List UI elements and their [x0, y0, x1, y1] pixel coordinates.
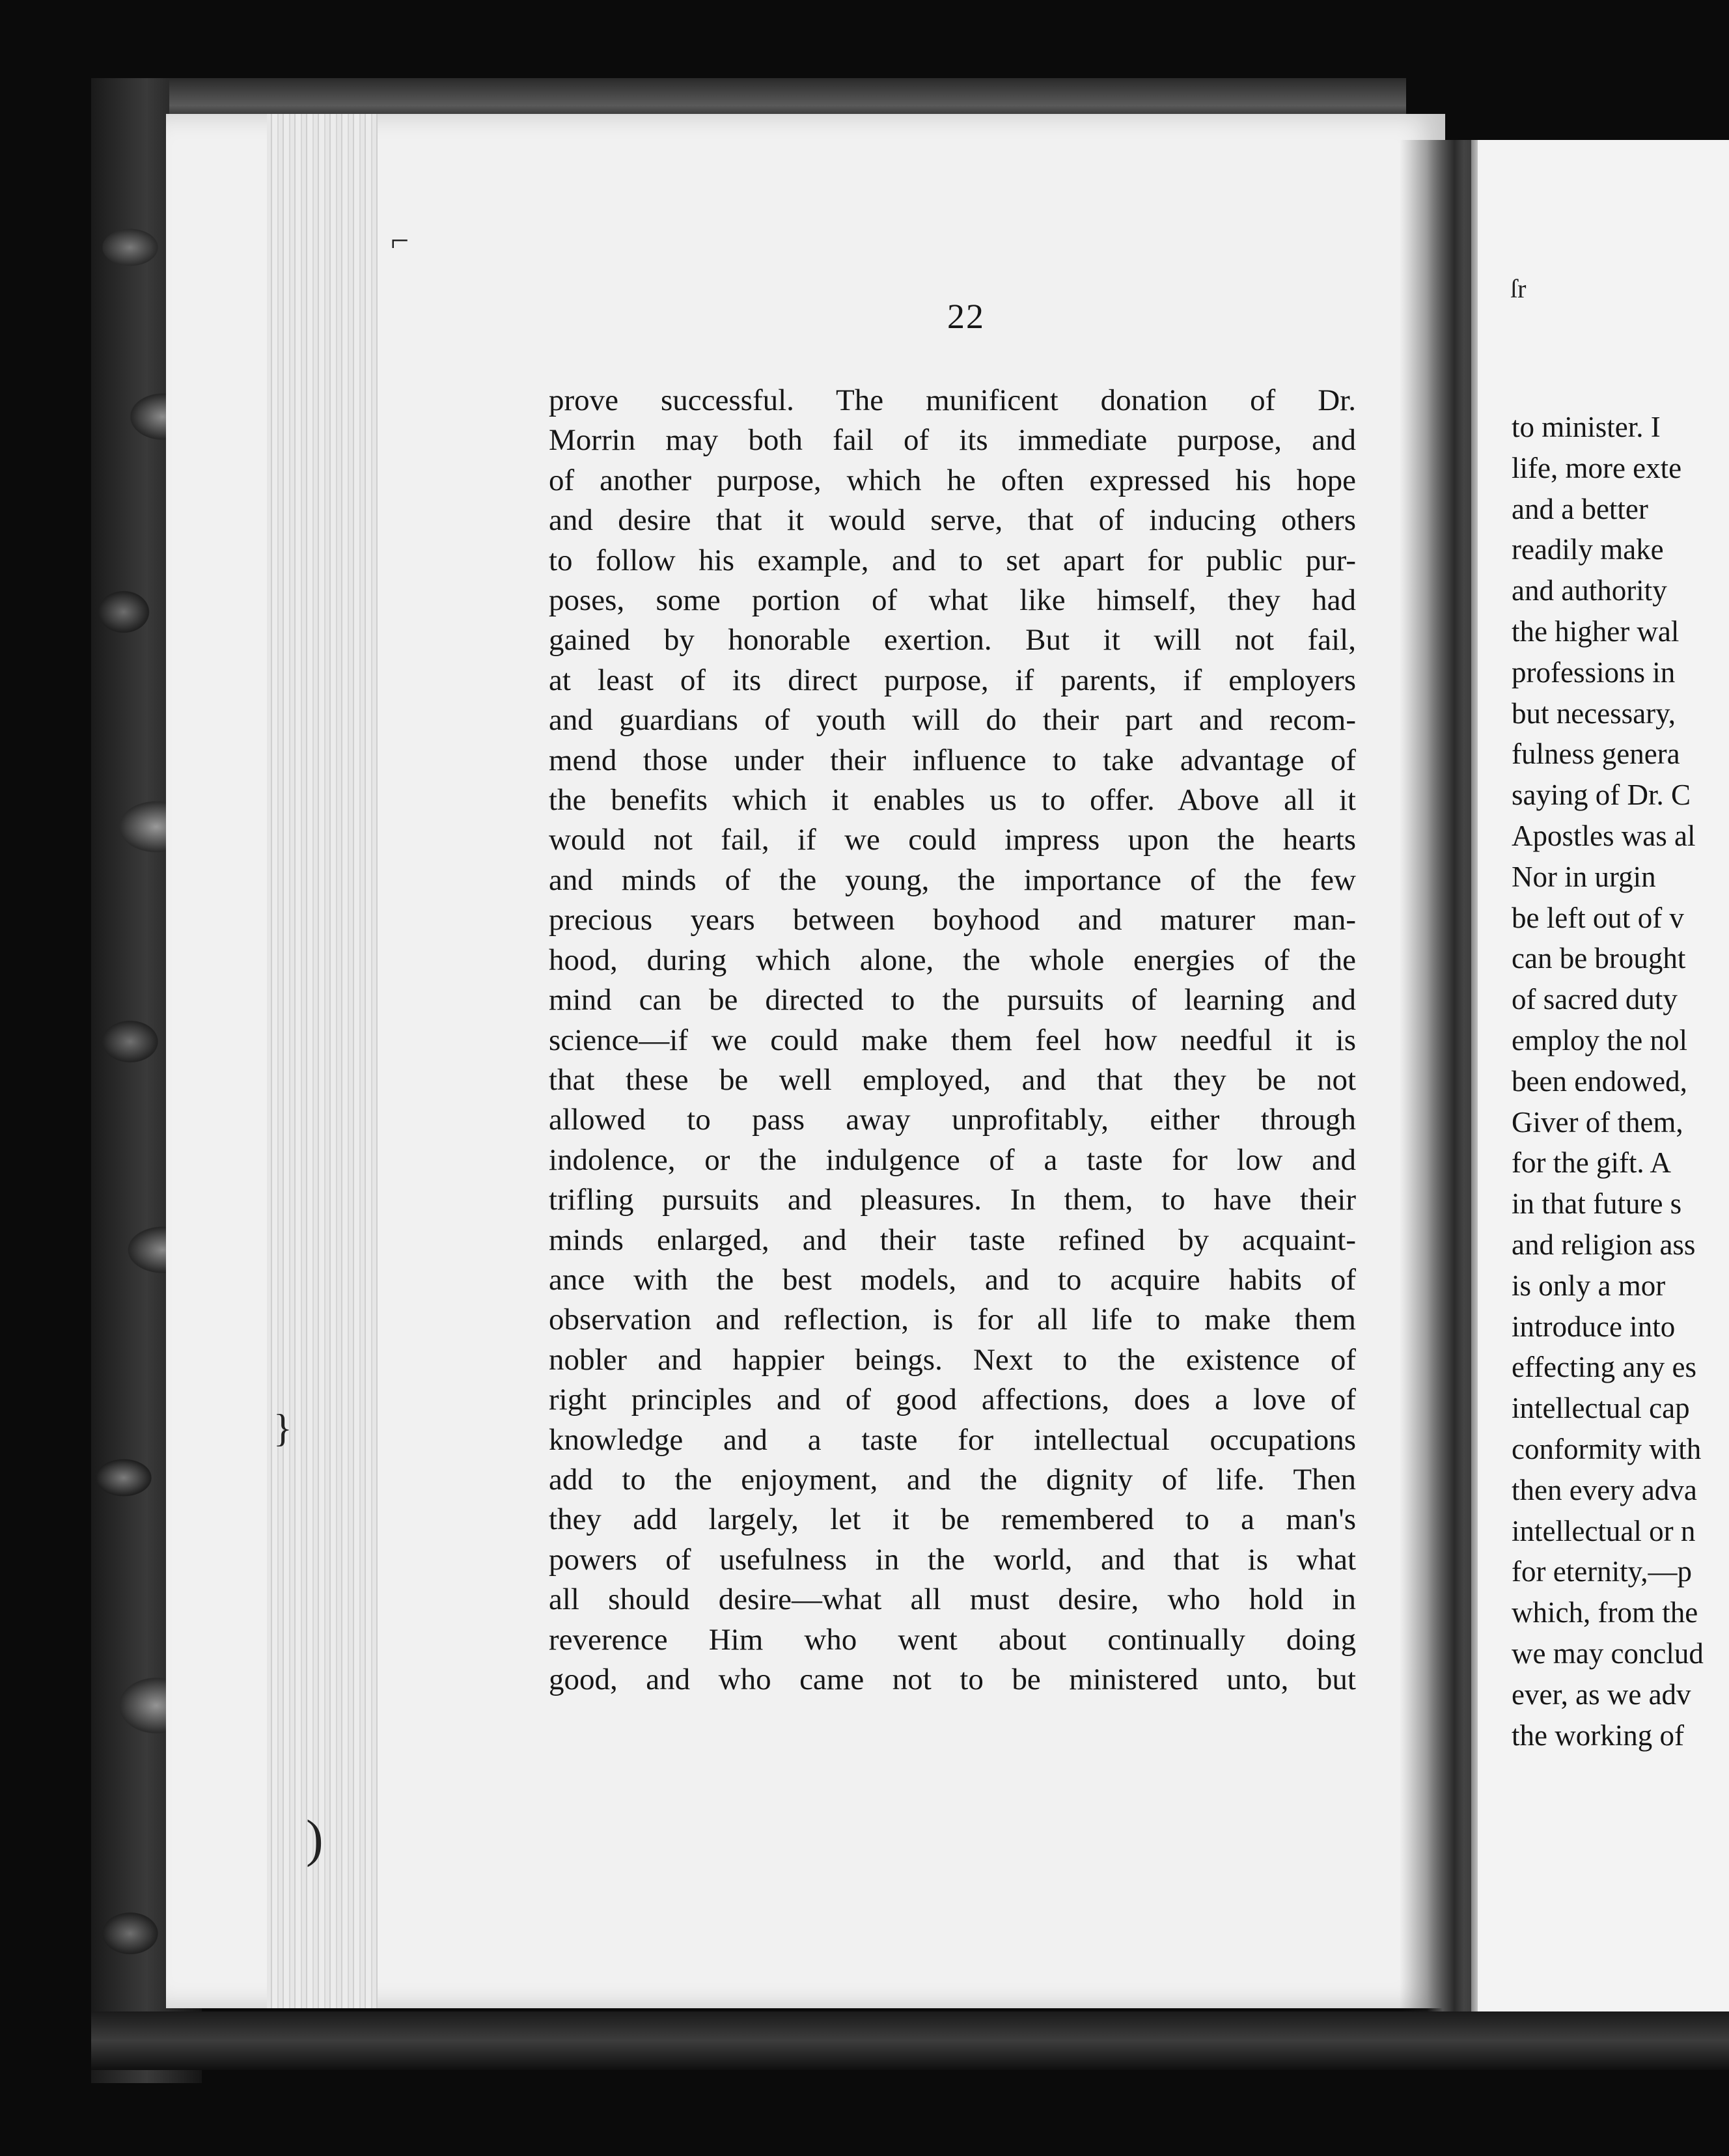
left-page-text [549, 381, 1356, 1700]
text-line: all should desire—what all must desire, who hold in [549, 1582, 1356, 1617]
text-line: the working of [1512, 1719, 1684, 1752]
text-line: hood, during which alone, the whole energies of the [549, 943, 1356, 977]
text-line: conformity with [1512, 1432, 1702, 1465]
text-line: been endowed, [1512, 1064, 1687, 1098]
text-line: we may conclud [1512, 1637, 1704, 1670]
text-line: knowledge and a taste for intellectual occupations [549, 1422, 1356, 1457]
text-line: ance with the best models, and to acquire habits of [549, 1262, 1356, 1297]
text-line: fulness genera [1512, 738, 1680, 771]
text-line: mind can be directed to the pursuits of learning and [549, 983, 1356, 1017]
text-line: add to the enjoyment, and the dignity of life. Then [549, 1462, 1356, 1497]
text-line: trifling pursuits and pleasures. In them, to have their [549, 1183, 1356, 1217]
page-number: 22 [947, 297, 985, 336]
text-line: Giver of them, [1512, 1105, 1683, 1139]
text-line: which, from the [1512, 1596, 1698, 1629]
text-line: the higher wal [1512, 615, 1680, 648]
text-line: but necessary, [1512, 697, 1676, 730]
text-line: for the gift. A [1512, 1146, 1671, 1180]
text-line: Morrin may both fail of its immediate purpose, and [549, 423, 1356, 458]
text-line: intellectual or n [1512, 1514, 1696, 1547]
text-line: then every adva [1512, 1473, 1697, 1506]
text-line: that these be well employed, and that they be not [549, 1062, 1356, 1097]
right-page-text [1512, 407, 1729, 1756]
text-line: can be brought [1512, 942, 1686, 975]
text-line: and guardians of youth will do their part and recom- [549, 703, 1356, 738]
book-gutter [1400, 140, 1478, 2021]
text-line: employ the nol [1512, 1023, 1687, 1057]
text-line: at least of its direct purpose, if parents, if employers [549, 663, 1356, 697]
text-line: prove successful. The munificent donation of Dr. [549, 383, 1356, 417]
pencil-mark: } [273, 1407, 292, 1450]
cover-bottom-edge [91, 2011, 1729, 2070]
text-line: is only a mor [1512, 1269, 1666, 1302]
pencil-mark: ſr [1510, 274, 1527, 303]
text-line: would not fail, if we could impress upon the hearts [549, 823, 1356, 857]
text-line: professions in [1512, 656, 1676, 689]
text-line: be left out of v [1512, 901, 1684, 934]
text-line: right principles and of good affections, does a love of [549, 1383, 1356, 1417]
text-line: poses, some portion of what like himself, they had [549, 583, 1356, 618]
text-line: to follow his example, and to set apart for public pur- [549, 543, 1356, 577]
pencil-mark: ) [306, 1810, 324, 1868]
text-line: observation and reflection, is for all life to make them [549, 1303, 1356, 1337]
text-line: Apostles was al [1512, 819, 1696, 852]
text-line: and authority [1512, 574, 1667, 607]
text-line: and religion ass [1512, 1228, 1696, 1261]
text-line: intellectual cap [1512, 1392, 1690, 1425]
text-line: of another purpose, which he often expressed his hope [549, 463, 1356, 497]
text-line: saying of Dr. C [1512, 779, 1691, 812]
text-line: for eternity,—p [1512, 1555, 1692, 1588]
text-line: in that future s [1512, 1187, 1682, 1221]
text-line: indolence, or the indulgence of a taste for low and [549, 1142, 1356, 1177]
text-line: gained by honorable exertion. But it will not fail, [549, 623, 1356, 657]
text-line: and a better [1512, 492, 1648, 525]
text-line: ever, as we adv [1512, 1678, 1691, 1711]
text-line: minds enlarged, and their taste refined by acquaint- [549, 1223, 1356, 1257]
text-line: reverence Him who went about continually doing [549, 1622, 1356, 1657]
text-line: introduce into [1512, 1310, 1676, 1343]
text-line: effecting any es [1512, 1351, 1697, 1384]
page-edges [267, 114, 378, 2008]
text-line: life, more exte [1512, 451, 1682, 484]
text-line: of sacred duty [1512, 983, 1678, 1016]
text-line: precious years between boyhood and maturer man- [549, 903, 1356, 937]
text-line: mend those under their influence to take advantage of [549, 743, 1356, 777]
text-line: and minds of the young, the importance of the few [549, 863, 1356, 897]
text-line: the benefits which it enables us to offer. Above all it [549, 783, 1356, 818]
text-line: to minister. I [1512, 411, 1661, 443]
text-line: Nor in urgin [1512, 860, 1656, 893]
text-line: allowed to pass away unprofitably, either through [549, 1103, 1356, 1137]
text-line: they add largely, let it be remembered to a man's [549, 1502, 1356, 1537]
text-line: readily make [1512, 533, 1664, 566]
text-line: nobler and happier beings. Next to the existence of [549, 1342, 1356, 1377]
pencil-mark: ⌐ [391, 222, 409, 258]
text-line: powers of usefulness in the world, and that is what [549, 1542, 1356, 1577]
right-page [1471, 140, 1729, 2015]
text-line: good, and who came not to be ministered unto, but [549, 1663, 1356, 1696]
text-line: science—if we could make them feel how needful it is [549, 1023, 1356, 1057]
text-line: and desire that it would serve, that of inducing others [549, 503, 1356, 538]
